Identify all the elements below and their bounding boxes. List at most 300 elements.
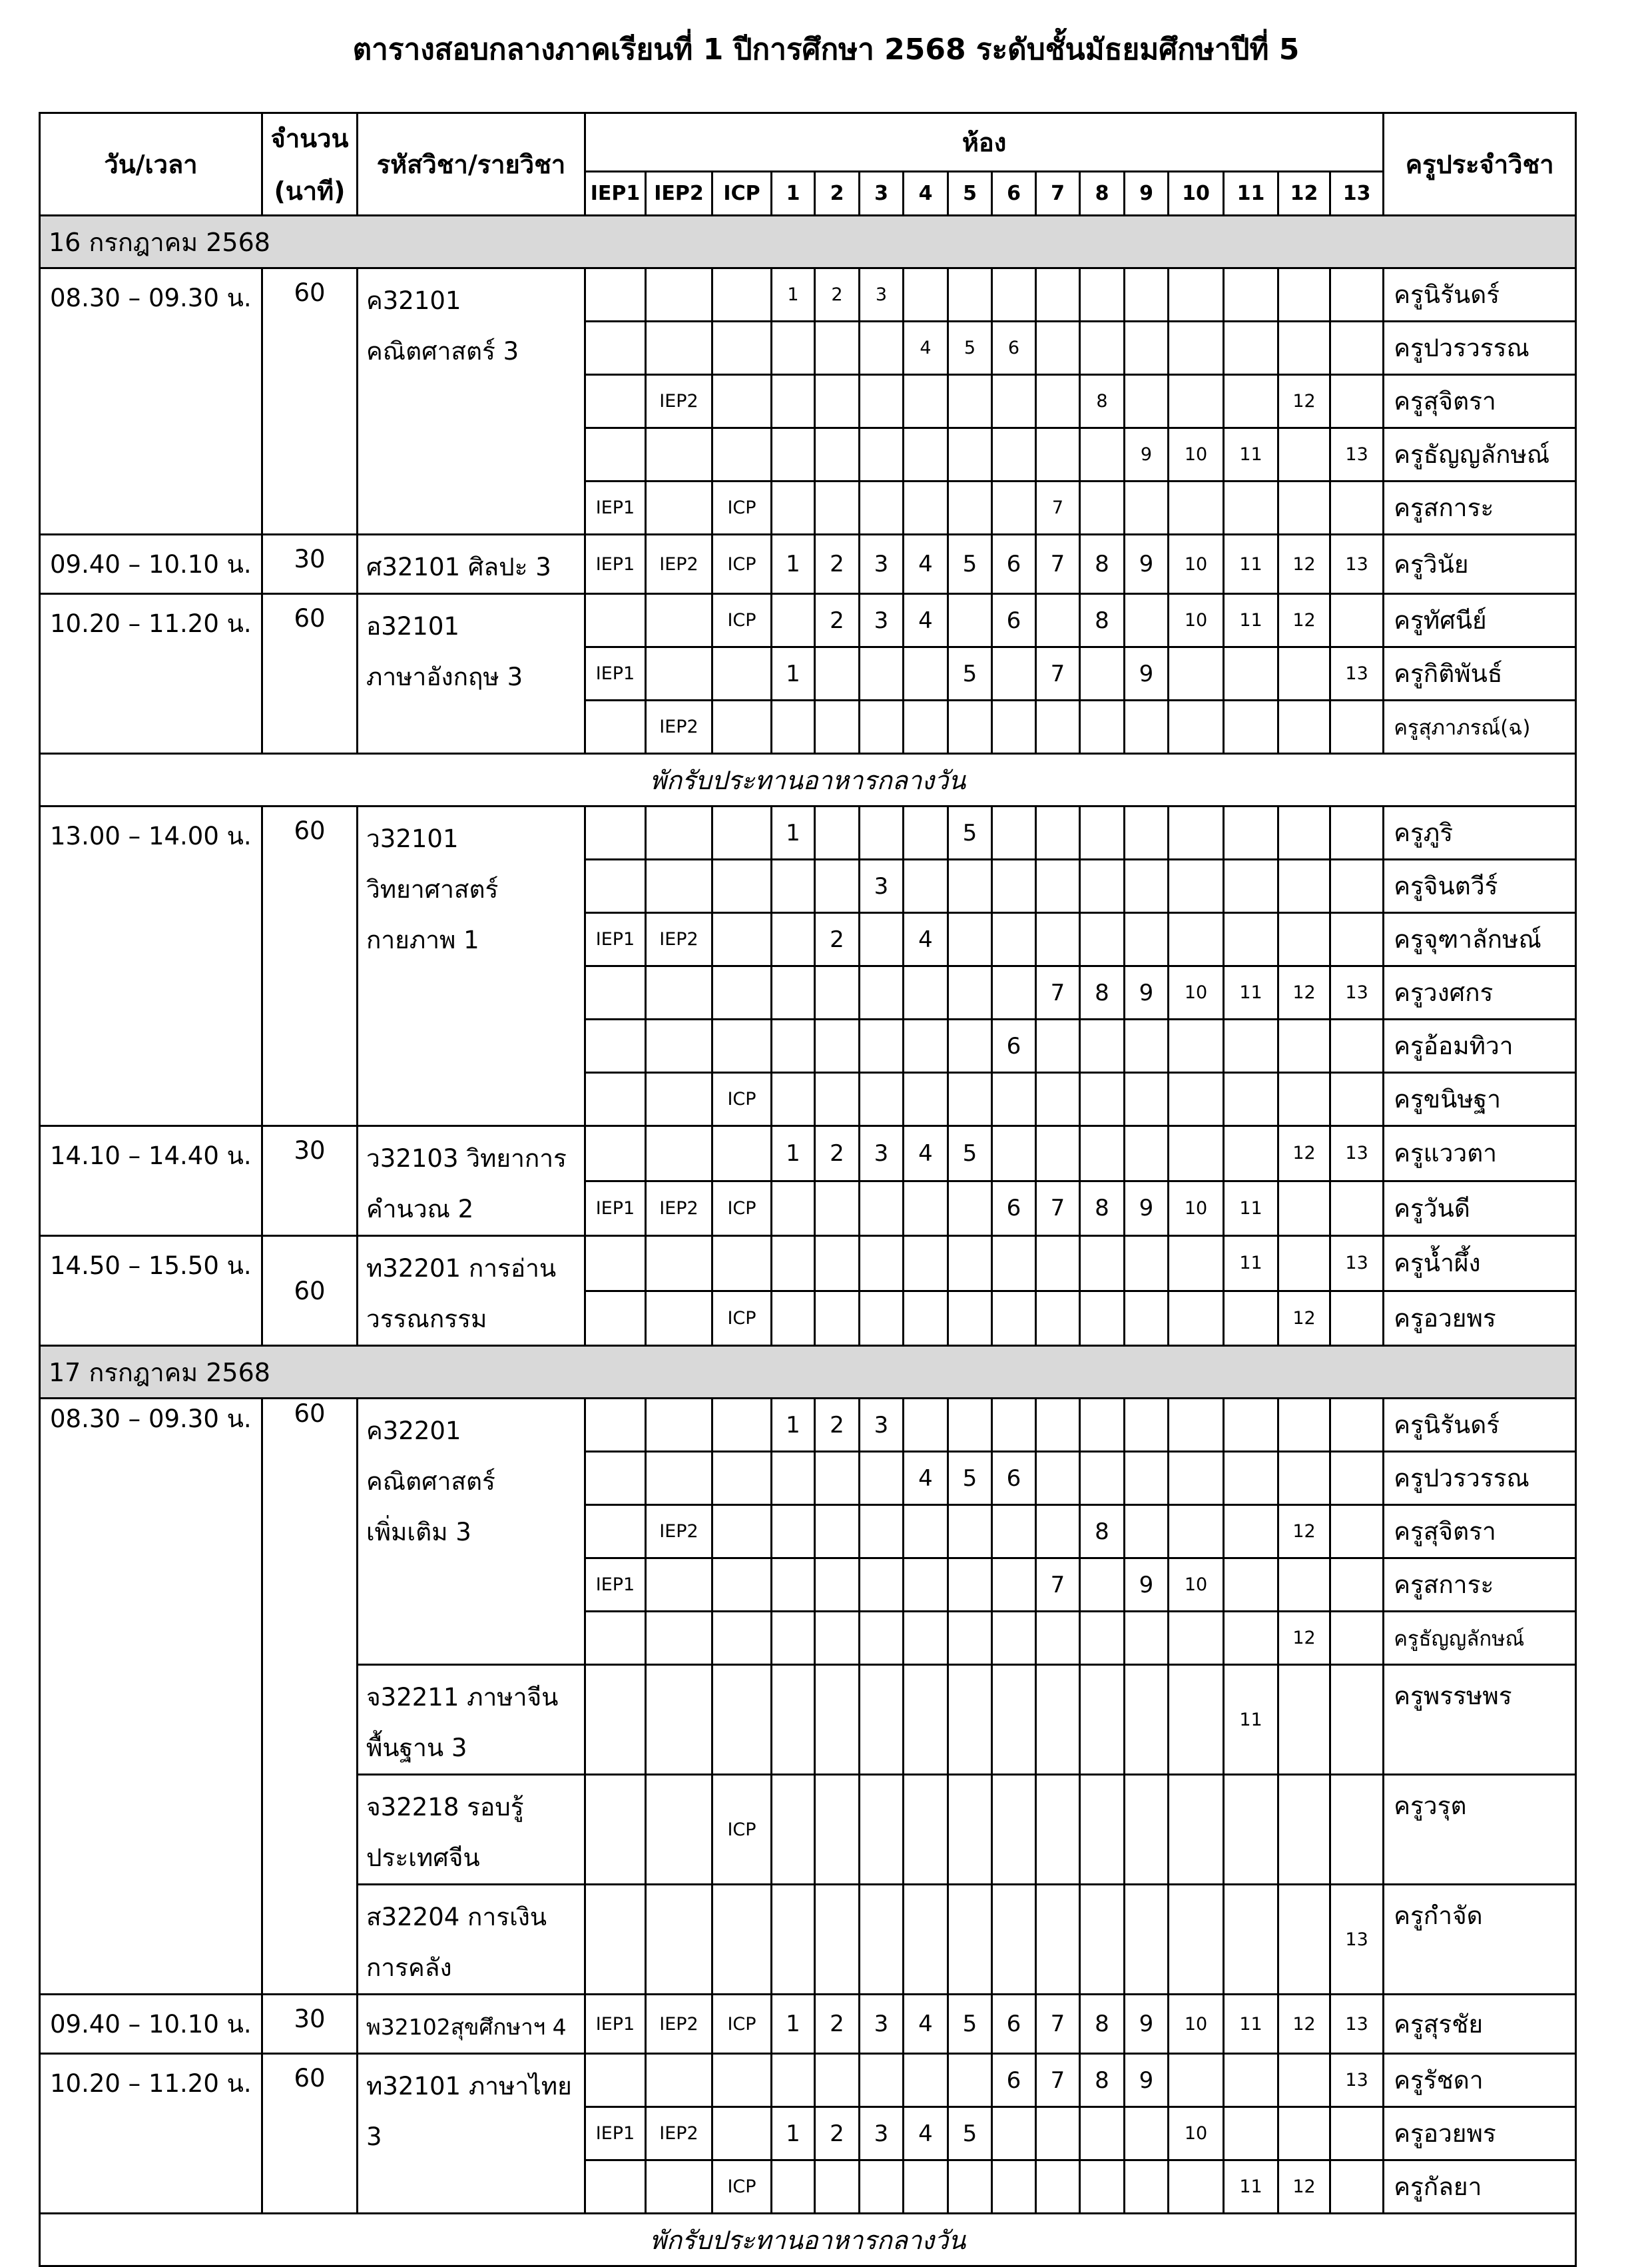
room-cell-12: 12 (1278, 1505, 1330, 1558)
header-room-11: 11 (1224, 172, 1278, 216)
room-cell-empty (1125, 701, 1169, 754)
subject-line: คณิตศาสตร์ 3 (366, 337, 519, 366)
room-cell-empty (992, 268, 1036, 322)
room-cell-empty (772, 594, 815, 647)
room-cell-3: 3 (860, 535, 904, 594)
room-cell-12: 12 (1278, 594, 1330, 647)
room-cell-empty (1125, 2160, 1169, 2214)
room-cell-empty (815, 860, 860, 913)
teacher-cell: ครูขนิษฐา (1384, 1073, 1576, 1126)
subject-line: จ32211 ภาษาจีน (366, 1683, 559, 1712)
subject-cell (358, 2054, 585, 2214)
room-cell-2: 2 (815, 535, 860, 594)
room-cell-empty (1330, 482, 1384, 535)
room-cell-empty (1330, 701, 1384, 754)
room-cell-empty (1278, 1399, 1330, 1452)
room-cell-iep2: IEP2 (646, 1181, 712, 1236)
teacher-cell: ครูอวยพร (1384, 1291, 1576, 1346)
room-cell-empty (1125, 482, 1169, 535)
room-cell-empty (772, 2160, 815, 2214)
room-cell-empty (1125, 268, 1169, 322)
room-cell-11: 11 (1224, 428, 1278, 482)
minutes-cell: 60 (262, 594, 358, 754)
room-cell-9: 9 (1125, 2054, 1169, 2107)
room-cell-empty (1278, 647, 1330, 701)
header-room-iep1: IEP1 (585, 172, 646, 216)
room-cell-1: 1 (772, 268, 815, 322)
room-cell-12: 12 (1278, 966, 1330, 1020)
room-cell-empty (992, 375, 1036, 428)
time-cell: 09.40 – 10.10 น. (40, 1995, 262, 2054)
room-cell-empty (712, 2107, 772, 2160)
subject-line: ศ32101 ศิลปะ 3 (366, 553, 551, 581)
room-cell-empty (1330, 1399, 1384, 1452)
room-cell-empty (1036, 913, 1080, 966)
room-cell-7: 7 (1036, 2054, 1080, 2107)
room-cell-1: 1 (772, 2107, 815, 2160)
room-cell-5: 5 (948, 1452, 992, 1505)
room-cell-empty (712, 966, 772, 1020)
table-row (40, 1126, 1576, 1181)
room-cell-empty (904, 966, 948, 1020)
room-cell-empty (815, 1181, 860, 1236)
header-room-13: 13 (1330, 172, 1384, 216)
room-cell-empty (1224, 1558, 1278, 1612)
room-cell-empty (948, 860, 992, 913)
room-cell-empty (992, 1665, 1036, 1775)
room-cell-empty (712, 1558, 772, 1612)
room-cell-empty (860, 1885, 904, 1995)
room-cell-1: 1 (772, 1126, 815, 1181)
room-cell-empty (815, 1452, 860, 1505)
room-cell-empty (1080, 1291, 1125, 1346)
room-cell-empty (992, 1399, 1036, 1452)
room-cell-empty (646, 1291, 712, 1346)
room-cell-13: 13 (1330, 2054, 1384, 2107)
room-cell-empty (646, 1073, 712, 1126)
room-cell-empty (904, 1612, 948, 1665)
teacher-cell: ครูวงศกร (1384, 966, 1576, 1020)
room-cell-empty (904, 701, 948, 754)
teacher-cell: ครูจินตวีร์ (1384, 860, 1576, 913)
room-cell-empty (948, 594, 992, 647)
room-cell-empty (1330, 1558, 1384, 1612)
room-cell-empty (904, 2054, 948, 2107)
room-cell-4: 4 (904, 1126, 948, 1181)
room-cell-empty (1036, 375, 1080, 428)
room-cell-empty (772, 322, 815, 375)
time-cell: 08.30 – 09.30 น. (40, 268, 262, 535)
room-cell-empty (860, 1073, 904, 1126)
room-cell-empty (646, 1236, 712, 1291)
teacher-cell: ครูพรรษพร (1384, 1665, 1576, 1775)
room-cell-empty (904, 807, 948, 860)
room-cell-empty (772, 1665, 815, 1775)
room-cell-13: 13 (1330, 1885, 1384, 1995)
subject-cell (358, 1775, 585, 1885)
subject-line: วิทยาศาสตร์ (366, 875, 499, 904)
room-cell-iep2: IEP2 (646, 2107, 712, 2160)
room-cell-empty (1330, 322, 1384, 375)
room-cell-empty (1330, 913, 1384, 966)
room-cell-empty (1036, 2160, 1080, 2214)
date-row (40, 1346, 1576, 1399)
room-cell-empty (904, 1505, 948, 1558)
subject-line: คำนวณ 2 (366, 1195, 474, 1223)
table-row (40, 1399, 1576, 1452)
room-cell-empty (712, 1885, 772, 1995)
room-cell-empty (1080, 1452, 1125, 1505)
room-cell-11: 11 (1224, 535, 1278, 594)
room-cell-3: 3 (860, 2107, 904, 2160)
minutes-cell: 30 (262, 535, 358, 594)
room-cell-empty (1224, 1775, 1278, 1885)
subject-cell (358, 594, 585, 754)
room-cell-empty (1036, 860, 1080, 913)
room-cell-empty (1224, 1073, 1278, 1126)
room-cell-9: 9 (1125, 1181, 1169, 1236)
date-row (40, 216, 1576, 268)
room-cell-empty (1125, 1020, 1169, 1073)
header-room-6: 6 (992, 172, 1036, 216)
room-cell-empty (1169, 1236, 1224, 1291)
header-teacher: ครูประจำวิชา (1384, 113, 1576, 216)
room-cell-10: 10 (1169, 428, 1224, 482)
room-cell-empty (712, 1126, 772, 1181)
room-cell-empty (585, 1665, 646, 1775)
room-cell-empty (585, 1291, 646, 1346)
header-room-2: 2 (815, 172, 860, 216)
room-cell-3: 3 (860, 594, 904, 647)
subject-cell (358, 1885, 585, 1995)
room-cell-empty (1278, 807, 1330, 860)
room-cell-13: 13 (1330, 1995, 1384, 2054)
subject-line: ท32201 การอ่าน (366, 1254, 557, 1283)
room-cell-empty (992, 1126, 1036, 1181)
room-cell-empty (860, 1775, 904, 1885)
room-cell-empty (1224, 2054, 1278, 2107)
room-cell-empty (1036, 428, 1080, 482)
minutes-cell: 60 (262, 2054, 358, 2214)
room-cell-empty (860, 1181, 904, 1236)
subject-line: ค32101 (366, 286, 461, 315)
room-cell-4: 4 (904, 322, 948, 375)
room-cell-empty (1330, 1020, 1384, 1073)
header-room-5: 5 (948, 172, 992, 216)
room-cell-empty (1224, 268, 1278, 322)
room-cell-empty (1278, 2054, 1330, 2107)
room-cell-empty (992, 966, 1036, 1020)
room-cell-icp: ICP (712, 594, 772, 647)
header-room-4: 4 (904, 172, 948, 216)
room-cell-empty (1080, 268, 1125, 322)
room-cell-empty (646, 1612, 712, 1665)
room-cell-empty (772, 1775, 815, 1885)
room-cell-empty (585, 701, 646, 754)
room-cell-empty (1080, 428, 1125, 482)
room-cell-empty (585, 428, 646, 482)
room-cell-empty (1169, 2160, 1224, 2214)
room-cell-empty (1080, 2160, 1125, 2214)
room-cell-empty (772, 1505, 815, 1558)
subject-cell (358, 1665, 585, 1775)
minutes-cell: 60 (262, 807, 358, 1126)
room-cell-empty (1080, 1236, 1125, 1291)
teacher-cell: ครูสุภาภรณ์(ฉ) (1384, 701, 1576, 754)
room-cell-empty (585, 1885, 646, 1995)
lunch-break-row (40, 2214, 1576, 2266)
room-cell-empty (904, 1020, 948, 1073)
teacher-cell: ครูทัศนีย์ (1384, 594, 1576, 647)
room-cell-2: 2 (815, 1995, 860, 2054)
room-cell-empty (992, 1236, 1036, 1291)
room-cell-empty (904, 647, 948, 701)
subject-cell (358, 535, 585, 594)
room-cell-12: 12 (1278, 2160, 1330, 2214)
room-cell-empty (815, 701, 860, 754)
room-cell-empty (948, 913, 992, 966)
room-cell-8: 8 (1080, 1995, 1125, 2054)
subject-line: กายภาพ 1 (366, 926, 479, 954)
header-room-3: 3 (860, 172, 904, 216)
table-row (40, 535, 1576, 594)
subject-line: เพิ่มเติม 3 (366, 1518, 471, 1546)
time-cell: 13.00 – 14.00 น. (40, 807, 262, 1126)
room-cell-empty (815, 1073, 860, 1126)
room-cell-empty (585, 860, 646, 913)
room-cell-empty (1125, 807, 1169, 860)
room-cell-empty (1330, 375, 1384, 428)
room-cell-empty (1278, 268, 1330, 322)
room-cell-empty (992, 1612, 1036, 1665)
room-cell-empty (1330, 594, 1384, 647)
room-cell-empty (1080, 2107, 1125, 2160)
room-cell-iep1: IEP1 (585, 1995, 646, 2054)
teacher-cell: ครูวรุต (1384, 1775, 1576, 1885)
room-cell-empty (772, 1612, 815, 1665)
subject-cell (358, 1995, 585, 2054)
room-cell-empty (1224, 2107, 1278, 2160)
subject-line: พื้นฐาน 3 (366, 1734, 467, 1762)
room-cell-empty (904, 1181, 948, 1236)
teacher-cell: ครูน้ำผึ้ง (1384, 1236, 1576, 1291)
room-cell-empty (1036, 807, 1080, 860)
room-cell-empty (1169, 322, 1224, 375)
header-room-7: 7 (1036, 172, 1080, 216)
room-cell-5: 5 (948, 535, 992, 594)
subject-line: คณิตศาสตร์ (366, 1467, 495, 1496)
room-cell-empty (712, 807, 772, 860)
room-cell-3: 3 (860, 1126, 904, 1181)
room-cell-empty (585, 1236, 646, 1291)
room-cell-6: 6 (992, 1181, 1036, 1236)
room-cell-10: 10 (1169, 535, 1224, 594)
room-cell-9: 9 (1125, 647, 1169, 701)
room-cell-empty (585, 1505, 646, 1558)
room-cell-empty (1080, 482, 1125, 535)
room-cell-empty (1278, 1775, 1330, 1885)
room-cell-empty (1330, 2107, 1384, 2160)
room-cell-empty (585, 1073, 646, 1126)
room-cell-10: 10 (1169, 1181, 1224, 1236)
room-cell-8: 8 (1080, 535, 1125, 594)
room-cell-empty (815, 1236, 860, 1291)
room-cell-empty (1036, 322, 1080, 375)
room-cell-empty (772, 1181, 815, 1236)
room-cell-13: 13 (1330, 647, 1384, 701)
room-cell-2: 2 (815, 913, 860, 966)
header-room-8: 8 (1080, 172, 1125, 216)
room-cell-empty (1080, 1558, 1125, 1612)
room-cell-empty (1169, 647, 1224, 701)
room-cell-12: 12 (1278, 1995, 1330, 2054)
room-cell-empty (646, 860, 712, 913)
subject-line: 3 (366, 2122, 382, 2151)
room-cell-empty (772, 375, 815, 428)
room-cell-empty (646, 807, 712, 860)
header-room-1: 1 (772, 172, 815, 216)
teacher-cell: ครูจุฑาลักษณ์ (1384, 913, 1576, 966)
table-row (40, 594, 1576, 647)
table-row (40, 807, 1576, 860)
subject-cell (358, 1126, 585, 1236)
room-cell-2: 2 (815, 1126, 860, 1181)
room-cell-12: 12 (1278, 535, 1330, 594)
room-cell-empty (1169, 913, 1224, 966)
room-cell-empty (1036, 1126, 1080, 1181)
room-cell-icp: ICP (712, 1995, 772, 2054)
teacher-cell: ครูอ้อมทิวา (1384, 1020, 1576, 1073)
room-cell-empty (772, 860, 815, 913)
room-cell-13: 13 (1330, 535, 1384, 594)
room-cell-empty (815, 1885, 860, 1995)
room-cell-2: 2 (815, 1399, 860, 1452)
room-cell-4: 4 (904, 1452, 948, 1505)
room-cell-empty (860, 913, 904, 966)
room-cell-empty (1080, 1612, 1125, 1665)
room-cell-empty (1125, 1665, 1169, 1775)
room-cell-10: 10 (1169, 966, 1224, 1020)
room-cell-empty (948, 1665, 992, 1775)
header-room-icp: ICP (712, 172, 772, 216)
room-cell-13: 13 (1330, 428, 1384, 482)
room-cell-empty (1036, 1665, 1080, 1775)
room-cell-1: 1 (772, 1399, 815, 1452)
room-cell-empty (585, 594, 646, 647)
room-cell-empty (1278, 428, 1330, 482)
room-cell-empty (1224, 647, 1278, 701)
lunch-break-row (40, 754, 1576, 807)
room-cell-empty (948, 1775, 992, 1885)
room-cell-2: 2 (815, 594, 860, 647)
room-cell-empty (815, 2054, 860, 2107)
room-cell-empty (1080, 701, 1125, 754)
room-cell-10: 10 (1169, 2107, 1224, 2160)
teacher-cell: ครูวันดี (1384, 1181, 1576, 1236)
room-cell-empty (585, 1452, 646, 1505)
room-cell-empty (1125, 1612, 1169, 1665)
room-cell-empty (772, 966, 815, 1020)
teacher-cell: ครูสการะ (1384, 482, 1576, 535)
room-cell-empty (1080, 647, 1125, 701)
room-cell-empty (815, 1020, 860, 1073)
room-cell-empty (1169, 1073, 1224, 1126)
room-cell-empty (1278, 2107, 1330, 2160)
room-cell-8: 8 (1080, 1505, 1125, 1558)
room-cell-empty (1080, 1020, 1125, 1073)
room-cell-8: 8 (1080, 1181, 1125, 1236)
room-cell-empty (1125, 375, 1169, 428)
time-cell: 14.50 – 15.50 น. (40, 1236, 262, 1346)
room-cell-empty (712, 1505, 772, 1558)
room-cell-2: 2 (815, 268, 860, 322)
room-cell-8: 8 (1080, 375, 1125, 428)
room-cell-empty (1125, 1073, 1169, 1126)
room-cell-empty (1169, 1126, 1224, 1181)
room-cell-empty (815, 1612, 860, 1665)
room-cell-empty (904, 268, 948, 322)
room-cell-empty (585, 2160, 646, 2214)
room-cell-empty (772, 1020, 815, 1073)
room-cell-empty (815, 1558, 860, 1612)
room-cell-5: 5 (948, 2107, 992, 2160)
room-cell-4: 4 (904, 535, 948, 594)
room-cell-icp: ICP (712, 1181, 772, 1236)
room-cell-12: 12 (1278, 1612, 1330, 1665)
room-cell-empty (585, 322, 646, 375)
room-cell-empty (1080, 1885, 1125, 1995)
room-cell-empty (1036, 1399, 1080, 1452)
room-cell-empty (904, 1399, 948, 1452)
room-cell-empty (1036, 1291, 1080, 1346)
room-cell-empty (948, 2054, 992, 2107)
room-cell-7: 7 (1036, 647, 1080, 701)
room-cell-4: 4 (904, 2107, 948, 2160)
room-cell-8: 8 (1080, 2054, 1125, 2107)
room-cell-empty (992, 1558, 1036, 1612)
room-cell-empty (772, 1236, 815, 1291)
room-cell-empty (585, 1775, 646, 1885)
room-cell-iep1: IEP1 (585, 647, 646, 701)
room-cell-empty (1224, 1399, 1278, 1452)
room-cell-empty (860, 1291, 904, 1346)
room-cell-iep2: IEP2 (646, 535, 712, 594)
room-cell-empty (1330, 860, 1384, 913)
room-cell-empty (1036, 1885, 1080, 1995)
room-cell-9: 9 (1125, 428, 1169, 482)
room-cell-empty (815, 322, 860, 375)
room-cell-empty (860, 1452, 904, 1505)
room-cell-empty (904, 482, 948, 535)
room-cell-empty (860, 1665, 904, 1775)
room-cell-empty (1080, 1665, 1125, 1775)
room-cell-empty (815, 2160, 860, 2214)
lunch-break-label: พักรับประทานอาหารกลางวัน (40, 2214, 1576, 2266)
room-cell-empty (1330, 268, 1384, 322)
subject-cell (358, 1236, 585, 1346)
subject-line: ภาษาอังกฤษ 3 (366, 663, 523, 691)
room-cell-empty (772, 1885, 815, 1995)
room-cell-empty (1125, 1885, 1169, 1995)
room-cell-empty (860, 2054, 904, 2107)
teacher-cell: ครูกิติพันธ์ (1384, 647, 1576, 701)
room-cell-2: 2 (815, 2107, 860, 2160)
subject-cell (358, 268, 585, 535)
room-cell-12: 12 (1278, 1291, 1330, 1346)
room-cell-empty (585, 1126, 646, 1181)
room-cell-empty (1080, 1399, 1125, 1452)
room-cell-empty (992, 1291, 1036, 1346)
